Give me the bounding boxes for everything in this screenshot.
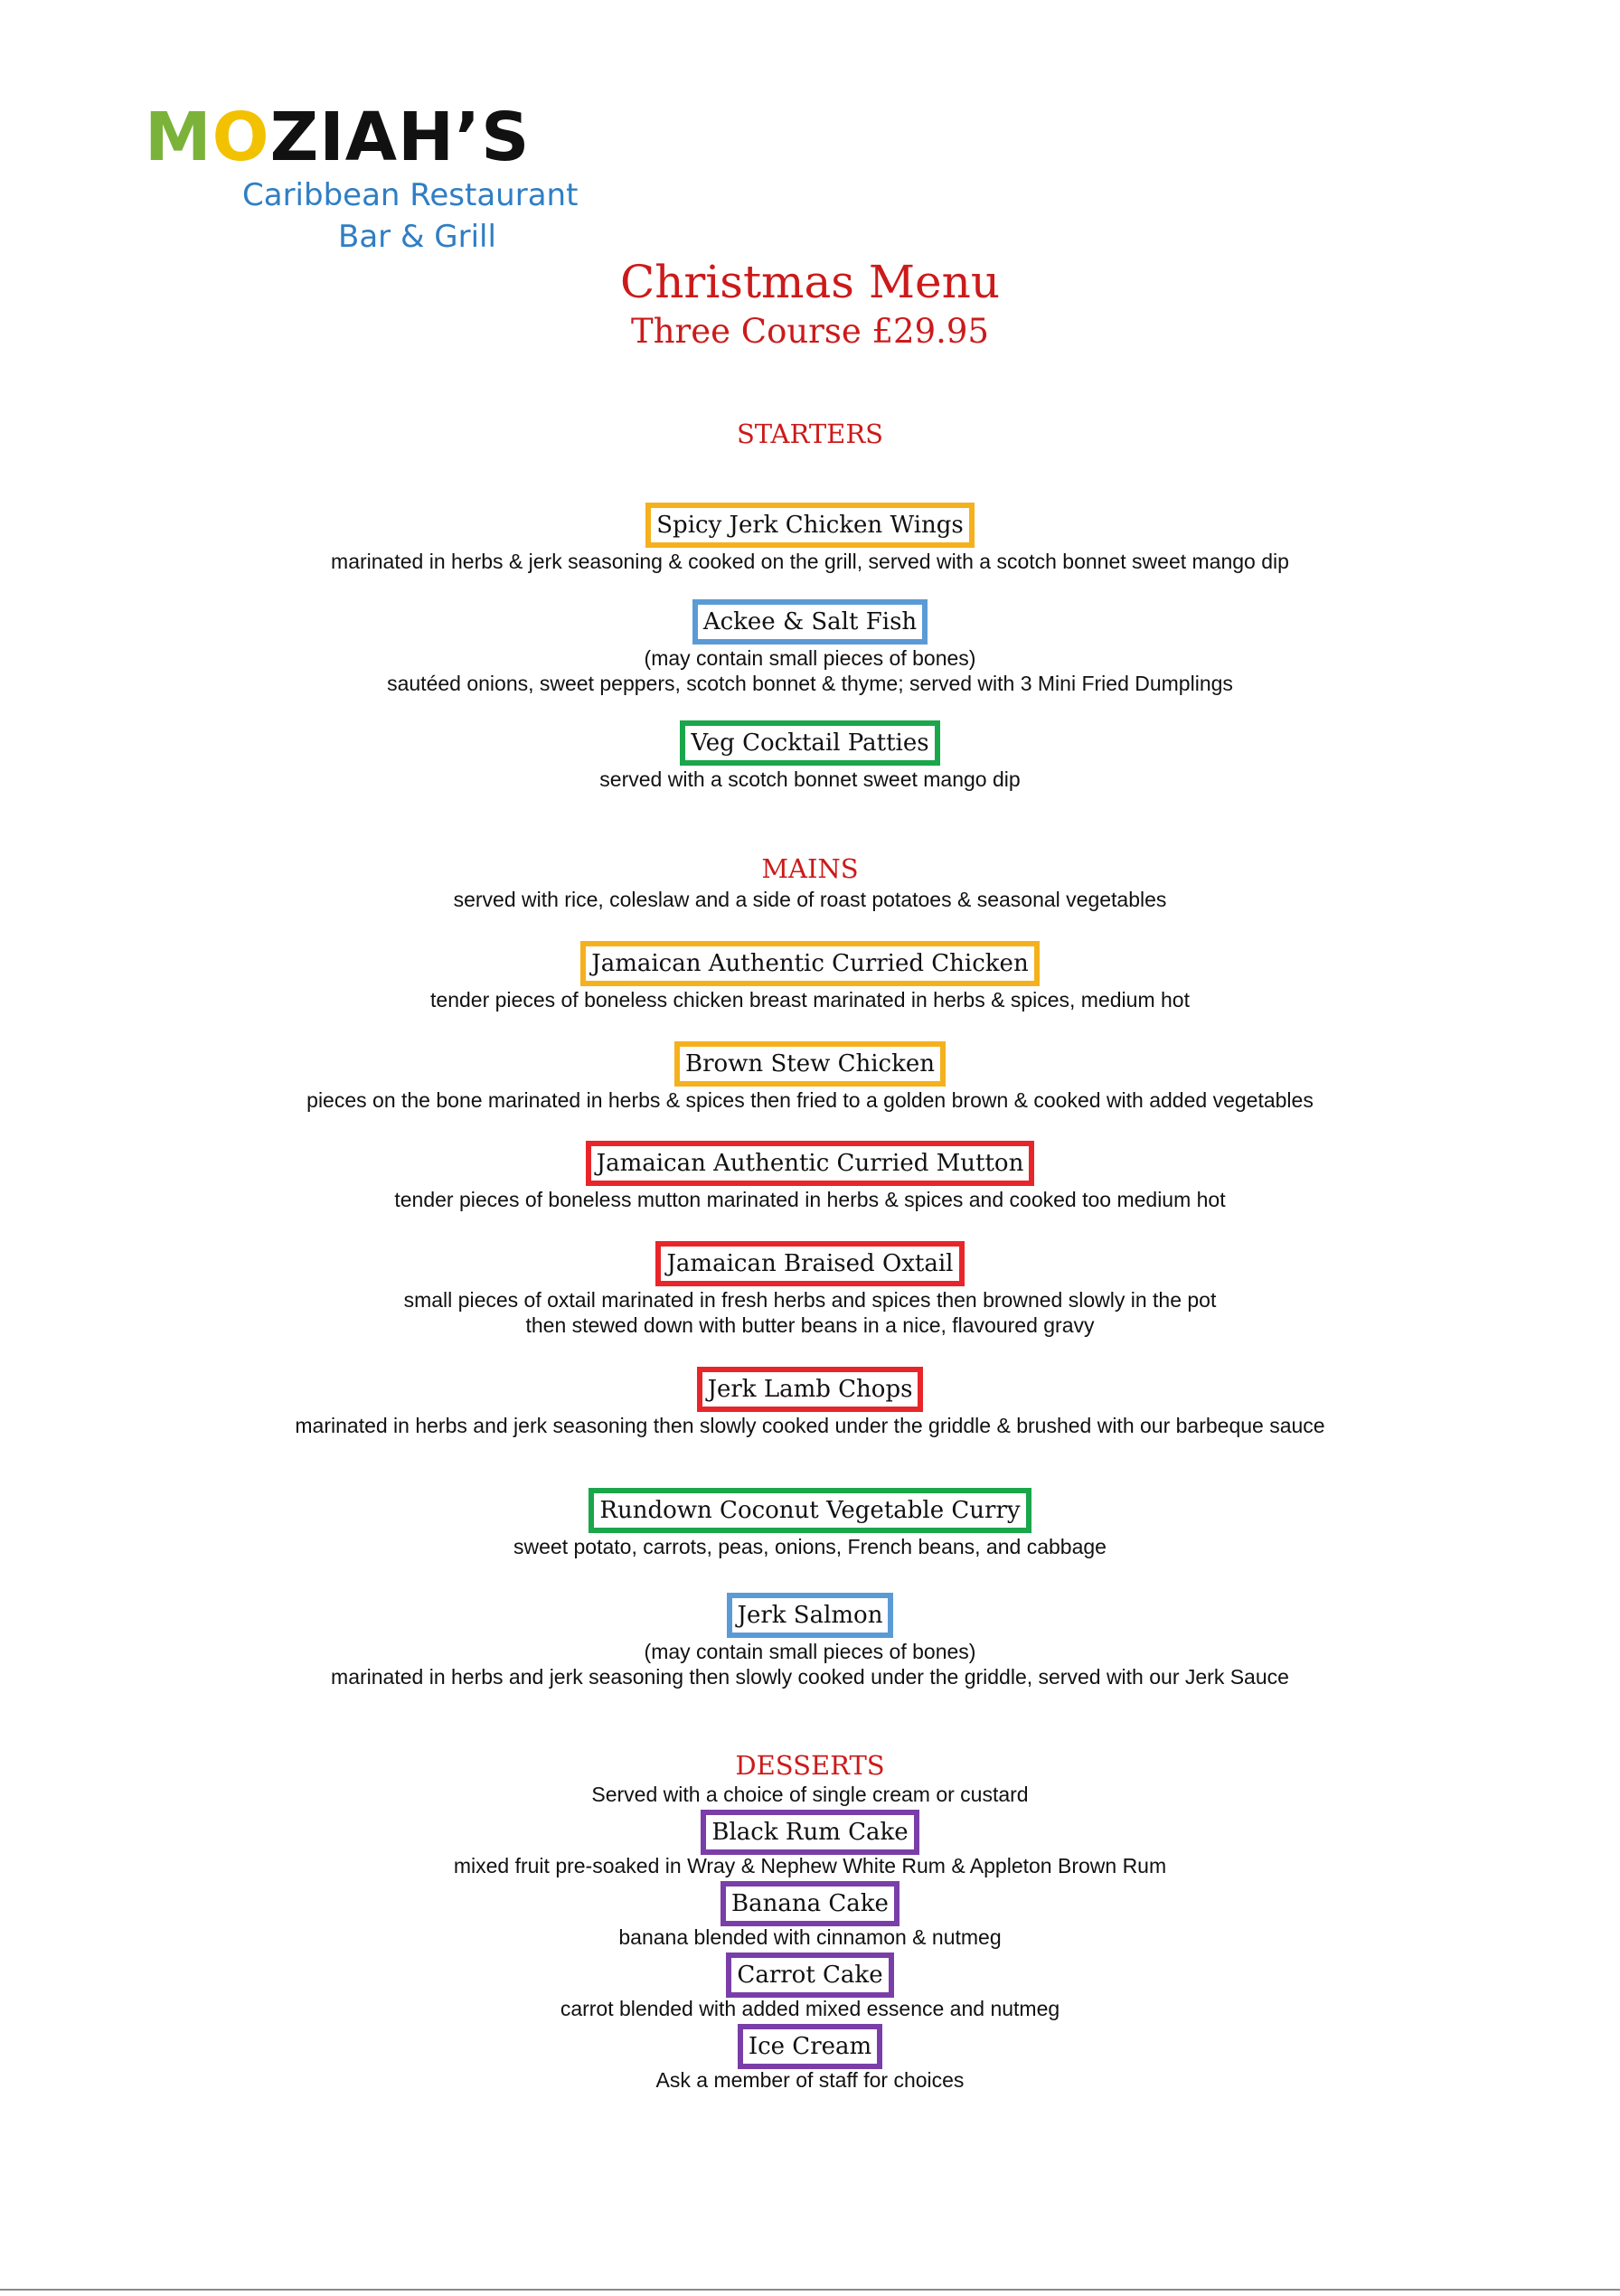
dish-name: Carrot Cake [726,1953,893,1998]
dish-description: tender pieces of boneless chicken breast marinated in herbs & spices, medium hot [430,988,1190,1012]
dish-spicy-jerk-chicken-wings [0,503,1620,548]
logo-letter: Z [269,99,320,176]
dish-name: Jerk Salmon [727,1593,894,1638]
menu-price: Three Course £29.95 [631,312,989,351]
dish-name: Jamaican Authentic Curried Chicken [580,941,1039,986]
dish-description: mixed fruit pre-soaked in Wray & Nephew White Rum & Appleton Brown Rum [453,1854,1167,1877]
dish-description: then stewed down with butter beans in a nice, flavoured gravy [525,1313,1095,1337]
dish-description: banana blended with cinnamon & nutmeg [618,1925,1002,1949]
dish-brown-stew-chicken [0,1041,1620,1087]
dish-name: Jamaican Braised Oxtail [655,1241,964,1286]
dish-ice-cream [0,2024,1620,2069]
dish-name: Brown Stew Chicken [674,1041,946,1087]
dish-braised-oxtail [0,1241,1620,1286]
logo-letter: A [344,99,399,176]
dish-description: sweet potato, carrots, peas, onions, French beans, and cabbage [513,1535,1107,1558]
logo-letter: ’ [455,99,482,176]
desserts-heading: DESSERTS [735,1750,885,1781]
dish-veg-cocktail-patties [0,720,1620,766]
logo-tagline-2: Bar & Grill [338,219,496,255]
mains-subtitle: served with rice, coleslaw and a side of roast potatoes & seasonal vegetables [453,888,1167,911]
logo-letter: H [398,99,455,176]
dish-ackee-salt-fish [0,599,1620,645]
dish-description: Ask a member of staff for choices [655,2068,965,2092]
starters-heading: STARTERS [736,419,884,449]
dish-description: (may contain small pieces of bones) [644,646,976,670]
dish-carrot-cake [0,1953,1620,1998]
logo-letter: I [319,99,345,176]
dish-jerk-lamb-chops [0,1367,1620,1412]
dish-description: served with a scotch bonnet sweet mango dip [599,767,1021,791]
dish-name: Jamaican Authentic Curried Mutton [586,1141,1035,1186]
logo-letter: O [212,99,270,176]
logo-wordmark [145,99,530,175]
dish-description: marinated in herbs & jerk seasoning & cooked on the grill, served with a scotch bonnet sweet mango dip [331,550,1289,573]
dish-rundown-vegetable-curry [0,1488,1620,1533]
dish-name: Spicy Jerk Chicken Wings [645,503,975,548]
dish-name: Ackee & Salt Fish [692,599,928,645]
dish-description: (may contain small pieces of bones) [644,1640,976,1663]
dish-description: pieces on the bone marinated in herbs & spices then fried to a golden brown & cooked with added vegetables [306,1088,1314,1112]
dish-black-rum-cake [0,1810,1620,1855]
dish-name: Ice Cream [738,2024,882,2069]
dish-banana-cake [0,1881,1620,1926]
dish-description: marinated in herbs and jerk seasoning then slowly cooked under the griddle & brushed with our barbeque sauce [295,1414,1325,1437]
desserts-subtitle: Served with a choice of single cream or custard [591,1783,1029,1806]
restaurant-logo [145,99,615,262]
mains-heading: MAINS [761,853,859,884]
menu-title: Christmas Menu [619,256,1001,308]
dish-description: carrot blended with added mixed essence and nutmeg [560,1997,1060,2020]
dish-curried-chicken [0,941,1620,986]
page-bottom-edge [0,2289,1620,2291]
dish-description: marinated in herbs and jerk seasoning then slowly cooked under the griddle, served with our Jerk Sauce [331,1665,1289,1689]
dish-name: Jerk Lamb Chops [697,1367,924,1412]
dish-description: tender pieces of boneless mutton marinated in herbs & spices and cooked too medium hot [394,1188,1226,1211]
logo-letter: M [145,99,212,176]
logo-letter: S [481,99,531,176]
dish-jerk-salmon [0,1593,1620,1638]
dish-name: Black Rum Cake [701,1810,918,1855]
dish-name: Rundown Coconut Vegetable Curry [589,1488,1031,1533]
logo-tagline-1: Caribbean Restaurant [242,177,579,213]
dish-name: Veg Cocktail Patties [680,720,939,766]
dish-description: sautéed onions, sweet peppers, scotch bonnet & thyme; served with 3 Mini Fried Dumplings [387,672,1233,695]
dish-curried-mutton [0,1141,1620,1186]
dish-description: small pieces of oxtail marinated in fresh herbs and spices then browned slowly in the pot [403,1288,1217,1312]
dish-name: Banana Cake [721,1881,899,1926]
